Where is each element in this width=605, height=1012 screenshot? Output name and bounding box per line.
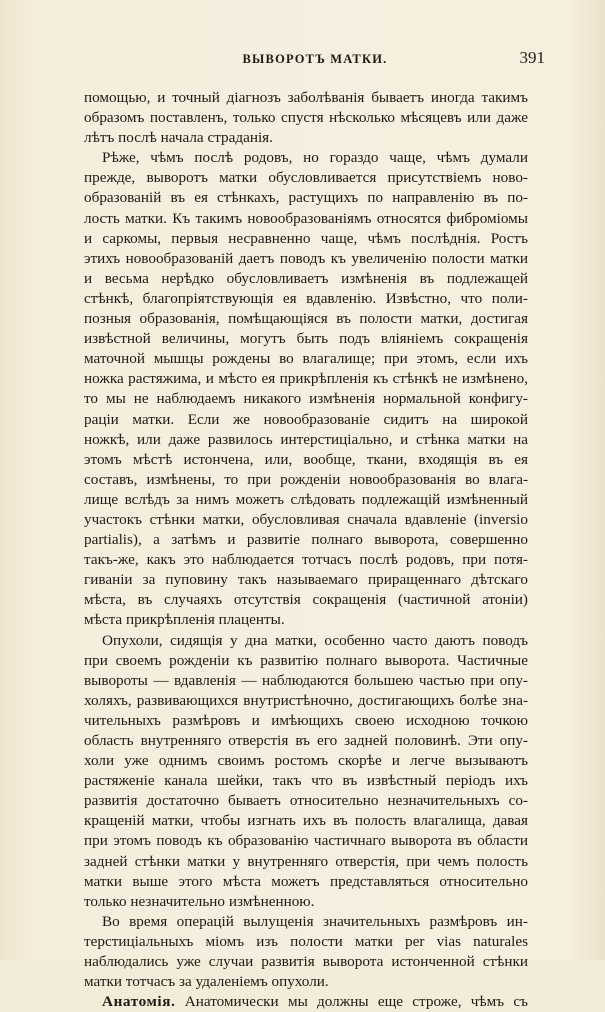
text-line: кращеній матки, чтобы изгнать ихъ въ полость влагалища, давая [84, 812, 528, 830]
text-line: вывороты — вдавленія — наблюдаются большею частью при опу- [84, 671, 528, 689]
text-line: этомъ мѣстѣ истончена, или, вообще, ткани, входящія въ ея [84, 450, 528, 468]
text-line: составъ, измѣнены, то при рожденіи новообразованія во влага- [84, 470, 528, 488]
text-line: при этомъ поводъ къ образованію частичнаго выворота въ области [84, 832, 528, 850]
text-line: гиваніи за пуповину такъ называемаго приращеннаго дѣтскаго [84, 571, 528, 589]
text-line: наблюдались уже случаи развитія выворота истонченной стѣнки [84, 953, 528, 971]
text-line: образомъ поставленъ, только спустя нѣсколько мѣсяцевъ или даже [84, 109, 528, 127]
text-line: мѣста, въ случаяхъ отсутствія сокращенія (частичной атоніи) [84, 591, 528, 609]
body-text [84, 88, 528, 1012]
section-lead-heading: Анатомія. [102, 993, 176, 1011]
text-line: терстиціальныхъ міомъ изъ полости матки per vias naturales [84, 932, 528, 950]
text-line: образованій въ ея стѣнкахъ, растущихъ по направленію въ по- [84, 189, 528, 207]
section-lead-text: Анатомически мы должны еще строже, чѣмъ съ [184, 993, 528, 1011]
text-line: прежде, выворотъ матки обусловливается присутствіемъ ново- [84, 169, 528, 187]
text-line: такъ-же, какъ это наблюдается тотчасъ послѣ родовъ, при потя- [84, 551, 528, 569]
text-line: Рѣже, чѣмъ послѣ родовъ, но гораздо чаще, чѣмъ думали [102, 149, 528, 167]
text-line: Опухоли, сидящія у дна матки, особенно часто даютъ поводъ [102, 631, 528, 649]
text-line: маточной мышцы рождены во влагалище; при этомъ, если ихъ [84, 350, 528, 368]
text-line: лость матки. Къ такимъ новообразованіямъ относятся фибромiомы [84, 209, 528, 227]
text-line: развитія достаточно бываетъ относительно незначительныхъ со- [84, 792, 528, 810]
text-line: извѣстной величины, могутъ быть подъ вліяніемъ сокращенія [84, 330, 528, 348]
text-line: ножка растяжима, и мѣсто ея прикрѣпленія къ стѣнкѣ не измѣнено, [84, 370, 528, 388]
paragraph [84, 148, 528, 630]
paragraph [84, 631, 528, 912]
text-line: помощью, и точный діагнозъ заболѣванія бываетъ иногда такимъ [84, 89, 528, 106]
text-line: при своемъ рожденіи къ развитію полнаго выворота. Частичные [84, 651, 528, 669]
text-line: этихъ новообразованій даетъ поводъ къ увеличенію полости матки [84, 249, 528, 267]
text-line: ножкѣ, или даже развилось интерстиціально, и стѣнка матки на [84, 430, 528, 448]
text-line: Во время операцій вылущенія значительныхъ размѣровъ ин- [102, 912, 528, 930]
text-line: чительныхъ размѣровъ и имѣющихъ своею исходною точкою [84, 711, 528, 729]
text-line: холи уже однимъ своимъ ростомъ скорѣе и легче вызываютъ [84, 752, 528, 770]
text-line: участокъ стѣнки матки, обусловливая сначала вдавленіе (inversio [84, 510, 528, 528]
text-line: лище вслѣдъ за нимъ можетъ слѣдовать подлежащій измѣненный [84, 490, 528, 508]
text-line: лѣтъ послѣ начала страданія. [84, 129, 273, 147]
paragraph [84, 912, 528, 992]
text-line [84, 992, 528, 1012]
text-line: и весьма нерѣдко обусловливаетъ измѣненія въ подлежащей [84, 269, 528, 287]
text-line: только незначительно измѣненною. [84, 892, 315, 910]
text-line: partialis), а затѣмъ и развитіе полнаго выворота, совершенно [84, 531, 528, 549]
text-line: стѣнкѣ, благопріятствующія ея вдавленію. Извѣстно, что поли- [84, 289, 528, 307]
page-number: 391 [519, 48, 545, 67]
text-line: и саркомы, первыя несравненно чаще, чѣмъ послѣднія. Ростъ [84, 229, 528, 247]
paragraph [84, 88, 528, 148]
paragraph [84, 992, 528, 1012]
text-line: холяхъ, развивающихся внутристѣночно, достигающихъ болѣе зна- [84, 691, 528, 709]
text-line: раціи матки. Если же новообразованіе сидитъ на широкой [84, 410, 528, 428]
text-line: растяженіе канала шейки, такъ что въ извѣстный періодъ ихъ [84, 772, 528, 790]
text-line: мѣста прикрѣпленія плаценты. [84, 611, 285, 629]
text-line: задней стѣнки матки у внутренняго отверстія, при чемъ полость [84, 852, 528, 870]
running-header [85, 48, 545, 72]
text-line: то мы не наблюдаемъ никакого измѣненія нормальной конфигу- [84, 390, 528, 408]
text-line: область внутренняго отверстія въ его задней половинѣ. Эти опу- [84, 732, 528, 749]
chapter-title: ВЫВОРОТЪ МАТКИ. [242, 52, 388, 66]
text-line: матки тотчасъ за удаленіемъ опухоли. [84, 973, 329, 991]
text-line: позныя образованія, помѣщающiяся въ полости матки, достигая [84, 310, 528, 328]
text-line: матки выше этого мѣста можетъ представляться относительно [84, 872, 528, 890]
